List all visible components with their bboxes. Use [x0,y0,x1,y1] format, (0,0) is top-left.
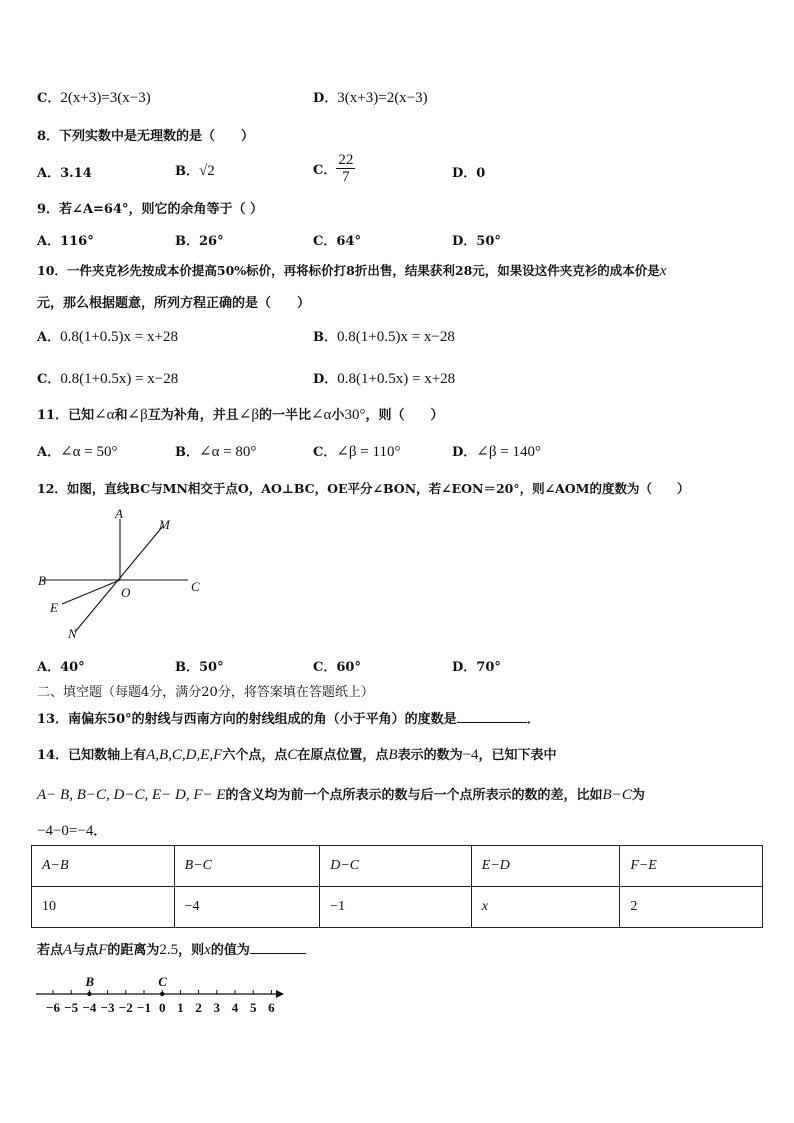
q11-stem-part: ，则（ ） [365,408,444,423]
q9-option-c[interactable]: C．64° [313,234,361,249]
number-line-tick-label: 5 [249,1000,257,1015]
option-label: C． [37,91,61,106]
table-cell: −1 [320,887,472,928]
q14-difference-table [31,845,763,928]
q11-degree: 30° [344,407,366,423]
number-line-tick-label: −3 [100,1000,115,1015]
q10-option-c[interactable] [37,368,178,388]
label-m: M [159,517,170,532]
option-label: C． [313,445,337,460]
q10-option-b[interactable] [313,326,455,346]
option-label: B． [313,330,337,345]
table-row [32,887,763,928]
option-value: 0 [476,166,486,181]
option-label: C． [313,163,337,178]
q12-geometry-figure [30,503,210,648]
q14-text: 与点 [72,943,99,958]
q9-option-b[interactable]: B．26° [175,234,224,249]
option-expr: ∠α = 80° [199,444,257,460]
q8-stem: 8．下列实数中是无理数的是（ ） [37,129,255,144]
q14-text: 的距离为 [107,943,160,958]
q11-angle-alpha: ∠α [94,407,115,423]
option-label: B． [175,164,199,179]
q8-option-a[interactable] [37,162,92,181]
number-line-tick-label: −1 [137,1000,151,1015]
option-label: D． [452,445,477,460]
q14-point-f: F [98,942,108,958]
table-header: A−B [32,846,175,887]
q14-text: 六个点，点 [222,748,288,763]
q11-angle-beta: ∠β [127,407,148,423]
q10-stem-text: 10．一件夹克衫先按成本价提高50%标价，再将标价打8折出售，结果获利28元，如果设这件夹克衫的成本价是 [37,263,660,278]
option-value: 3.14 [60,166,92,181]
point-c-label: C [158,974,167,989]
option-expr: 0.8(1+0.5x) = x+28 [337,371,456,387]
q13-stem [37,708,540,727]
option-label: B． [175,445,199,460]
label-o: O [121,585,131,600]
fraction-numerator: 22 [338,152,354,168]
q9-option-a[interactable]: A．116° [37,234,94,249]
number-line-tick-label: 4 [231,1000,239,1015]
q14-stem-line1 [37,744,557,764]
q9-stem: 9．若∠A=64°，则它的余角等于（ ） [37,202,264,217]
q13-stem-text: 13．南偏东50°的射线与西南方向的射线组成的角（小于平角）的度数是 [37,712,457,727]
table-header: E−D [471,846,620,887]
number-line-tick-label: −5 [64,1000,79,1015]
q12-option-d[interactable]: D．70° [452,660,501,675]
q11-option-d[interactable] [452,441,541,461]
q9-option-d[interactable]: D．50° [452,234,501,249]
number-line-tick-label: −4 [82,1000,97,1015]
option-expr: 2(x+3)=3(x−3) [60,90,151,106]
q11-stem-part: 互为补角，并且 [147,408,239,423]
q14-text: ，则 [178,943,205,958]
number-line-arrow-icon [276,990,284,998]
number-line-tick-label: 6 [268,1000,275,1015]
q14-point-c: C [287,747,298,763]
q14-point-a: A [63,942,73,958]
fraction-denominator: 7 [342,169,350,185]
q11-stem-part: 的一半比 [258,408,311,423]
q14-text: 14．已知数轴上有 [37,748,147,763]
q12-option-c[interactable]: C．60° [313,660,361,675]
number-line-tick-label: 0 [158,1000,166,1015]
q14-distance: 2.5 [159,942,179,958]
q8-option-b[interactable] [175,160,215,180]
q14-variable-x: x [204,942,211,958]
q11-stem-part: 11．已知 [37,408,95,423]
table-row [32,846,763,887]
label-c: C [191,579,200,594]
option-expr: ∠β = 110° [336,444,401,460]
q14-stem-line3 [37,820,106,840]
q10-stem-line2: 元，那么根据题意，所列方程正确的是（ ） [37,296,311,311]
q13-stem-end: ． [526,712,540,727]
q11-stem [37,404,443,424]
option-label: D． [313,372,338,387]
table-header: D−C [320,846,472,887]
q10-option-a[interactable] [37,326,178,346]
fraction [336,152,355,185]
q8-option-c[interactable] [313,152,355,185]
q14-example: B−C [602,787,632,803]
q11-option-b[interactable] [175,441,256,461]
q8-option-d[interactable] [452,162,485,181]
q7-option-d[interactable] [313,87,428,107]
q14-number-line [32,970,292,1020]
table-cell: x [471,887,620,928]
q14-text: ，已知下表中 [478,748,557,763]
point-c-dot [160,992,164,996]
label-b: B [38,573,46,588]
option-label: A． [37,445,61,460]
q14-text: 的含义均为前一个点所表示的数与后一个点所表示的数的差，比如 [225,788,603,803]
label-e: E [50,600,58,615]
table-cell: 2 [620,887,763,928]
q11-angle-beta: ∠β [238,407,259,423]
option-label: A． [37,330,61,345]
label-n: N [68,626,77,641]
option-expr: ∠α = 50° [60,444,118,460]
q11-angle-alpha: ∠α [310,407,332,423]
q14-differences: A− B, B−C, D−C, E− D, F− E [37,787,226,803]
table-header: F−E [620,846,763,887]
q13-answer-blank[interactable] [457,722,527,723]
table-cell: −4 [174,887,320,928]
q11-stem-part: 小 [331,408,345,423]
option-label: D． [452,166,477,181]
option-label: D． [313,91,338,106]
q14-question [37,939,306,959]
line-mn [75,526,163,632]
number-line-tick-label: 2 [195,1000,202,1015]
q10-option-d[interactable] [313,368,455,388]
q14-points: A,B,C,D,E,F [146,747,223,763]
option-expr: ∠β = 140° [476,444,541,460]
option-expr: 3(x+3)=2(x−3) [337,90,428,106]
option-label: C． [37,372,61,387]
q10-stem-line1 [37,261,666,280]
q12-option-b[interactable]: B．50° [175,660,224,675]
number-line-tick-label: 3 [213,1000,221,1015]
option-value: √2 [199,163,215,179]
label-a: A [115,506,123,521]
q14-point-b: B [388,747,398,763]
number-line-tick-label: 1 [177,1000,184,1015]
table-cell: 10 [32,887,175,928]
option-expr: 0.8(1+0.5)x = x+28 [60,329,178,345]
q11-option-c[interactable] [313,441,400,461]
q14-text: ． [93,824,107,839]
q14-example-expr: −4−0=−4 [37,823,94,839]
option-label: A． [37,166,61,181]
q12-stem: 12．如图，直线BC与MN相交于点O，AO⊥BC，OE平分∠BON，若∠EON＝20°，则∠AOM的度数为（ ） [37,481,690,496]
point-b-label: B [85,974,95,989]
q14-text: 的值为 [210,943,250,958]
q14-text: 若点 [37,943,64,958]
q14-text: 在原点位置，点 [297,748,389,763]
q14-text: 为 [631,788,645,803]
q7-option-c[interactable] [37,87,151,107]
q14-text: 表示的数为 [397,748,463,763]
q14-stem-line2 [37,784,645,804]
q11-stem-part: 和 [114,408,128,423]
q12-option-a[interactable]: A．40° [37,660,85,675]
number-line-tick-label: −6 [46,1000,60,1015]
number-line-tick-label: −2 [118,1000,133,1015]
q14-answer-blank[interactable] [250,953,306,954]
point-b-dot [87,992,91,996]
table-header: B−C [174,846,320,887]
line-oe [62,580,120,604]
q14-value-b: −4 [462,747,479,763]
q10-stem-variable: x [659,263,667,279]
option-expr: 0.8(1+0.5)x = x−28 [337,329,455,345]
section-title: 二、填空题（每题4分，满分20分，将答案填在答题纸上） [37,685,374,700]
option-expr: 0.8(1+0.5x) = x−28 [60,371,179,387]
q11-option-a[interactable] [37,441,117,461]
